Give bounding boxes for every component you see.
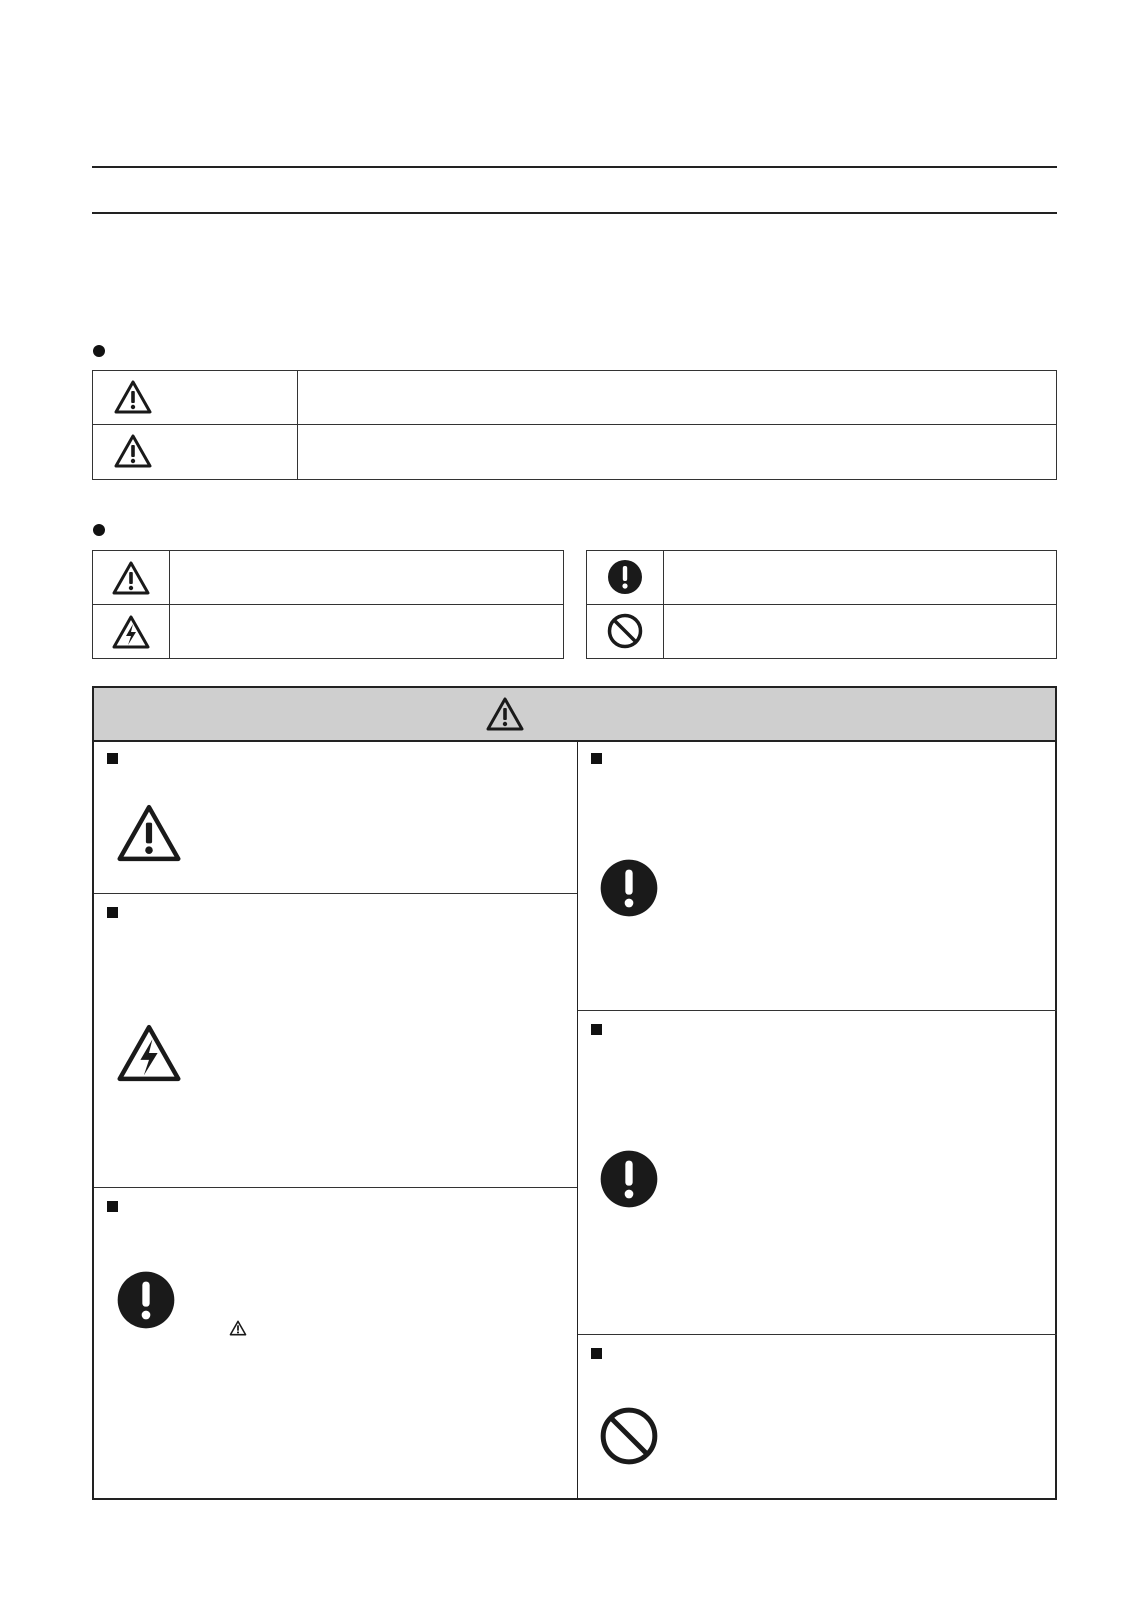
item-bullet bbox=[107, 753, 118, 764]
levels-row-1-label-cell bbox=[93, 371, 297, 424]
item-bullet bbox=[107, 907, 118, 918]
header-bottom-rule bbox=[92, 212, 1057, 214]
symbols-table-left bbox=[92, 550, 564, 659]
warning-table-body bbox=[92, 740, 1057, 1500]
symbols-left-row-divider bbox=[93, 604, 563, 605]
symbols-right-col-divider bbox=[663, 551, 664, 658]
mandatory-action-icon bbox=[599, 1149, 659, 1209]
prohibition-icon bbox=[599, 1406, 659, 1466]
levels-col-divider bbox=[297, 371, 298, 479]
section-bullet bbox=[93, 345, 105, 357]
symbols-right-row-divider bbox=[587, 604, 1056, 605]
warning-triangle-icon bbox=[113, 433, 153, 469]
warning-triangle-icon bbox=[114, 802, 184, 864]
warning-triangle-icon bbox=[113, 379, 153, 415]
right-cell-3 bbox=[578, 1335, 1057, 1498]
left-cell-3 bbox=[94, 1188, 577, 1498]
levels-heading bbox=[114, 340, 1014, 362]
item-bullet bbox=[107, 1201, 118, 1212]
item-bullet bbox=[591, 1348, 602, 1359]
electric-shock-icon bbox=[114, 1022, 184, 1084]
left-cell-2 bbox=[94, 894, 577, 1187]
prohibition-icon bbox=[607, 613, 643, 649]
warning-triangle-icon bbox=[111, 560, 151, 596]
item-bullet bbox=[591, 753, 602, 764]
left-cell-1 bbox=[94, 740, 577, 893]
symbols-left-col-divider bbox=[169, 551, 170, 658]
warning-triangle-icon bbox=[485, 696, 525, 732]
intro-text bbox=[92, 250, 1057, 310]
section-bullet bbox=[93, 524, 105, 536]
warning-banner bbox=[92, 686, 1057, 742]
mandatory-action-icon bbox=[116, 1270, 176, 1330]
item-bullet bbox=[591, 1024, 602, 1035]
right-cell-1 bbox=[578, 740, 1057, 1010]
symbols-table-right bbox=[586, 550, 1057, 659]
header-top-rule bbox=[92, 166, 1057, 168]
symbols-heading bbox=[114, 519, 1014, 541]
levels-row-2-label-cell bbox=[93, 425, 297, 479]
levels-table bbox=[92, 370, 1057, 480]
mandatory-action-icon bbox=[599, 858, 659, 918]
page-title bbox=[92, 178, 1057, 208]
right-cell-2 bbox=[578, 1011, 1057, 1334]
electric-shock-icon bbox=[111, 614, 151, 650]
mandatory-action-icon bbox=[607, 559, 643, 595]
small-warning-triangle-icon bbox=[229, 1320, 247, 1336]
